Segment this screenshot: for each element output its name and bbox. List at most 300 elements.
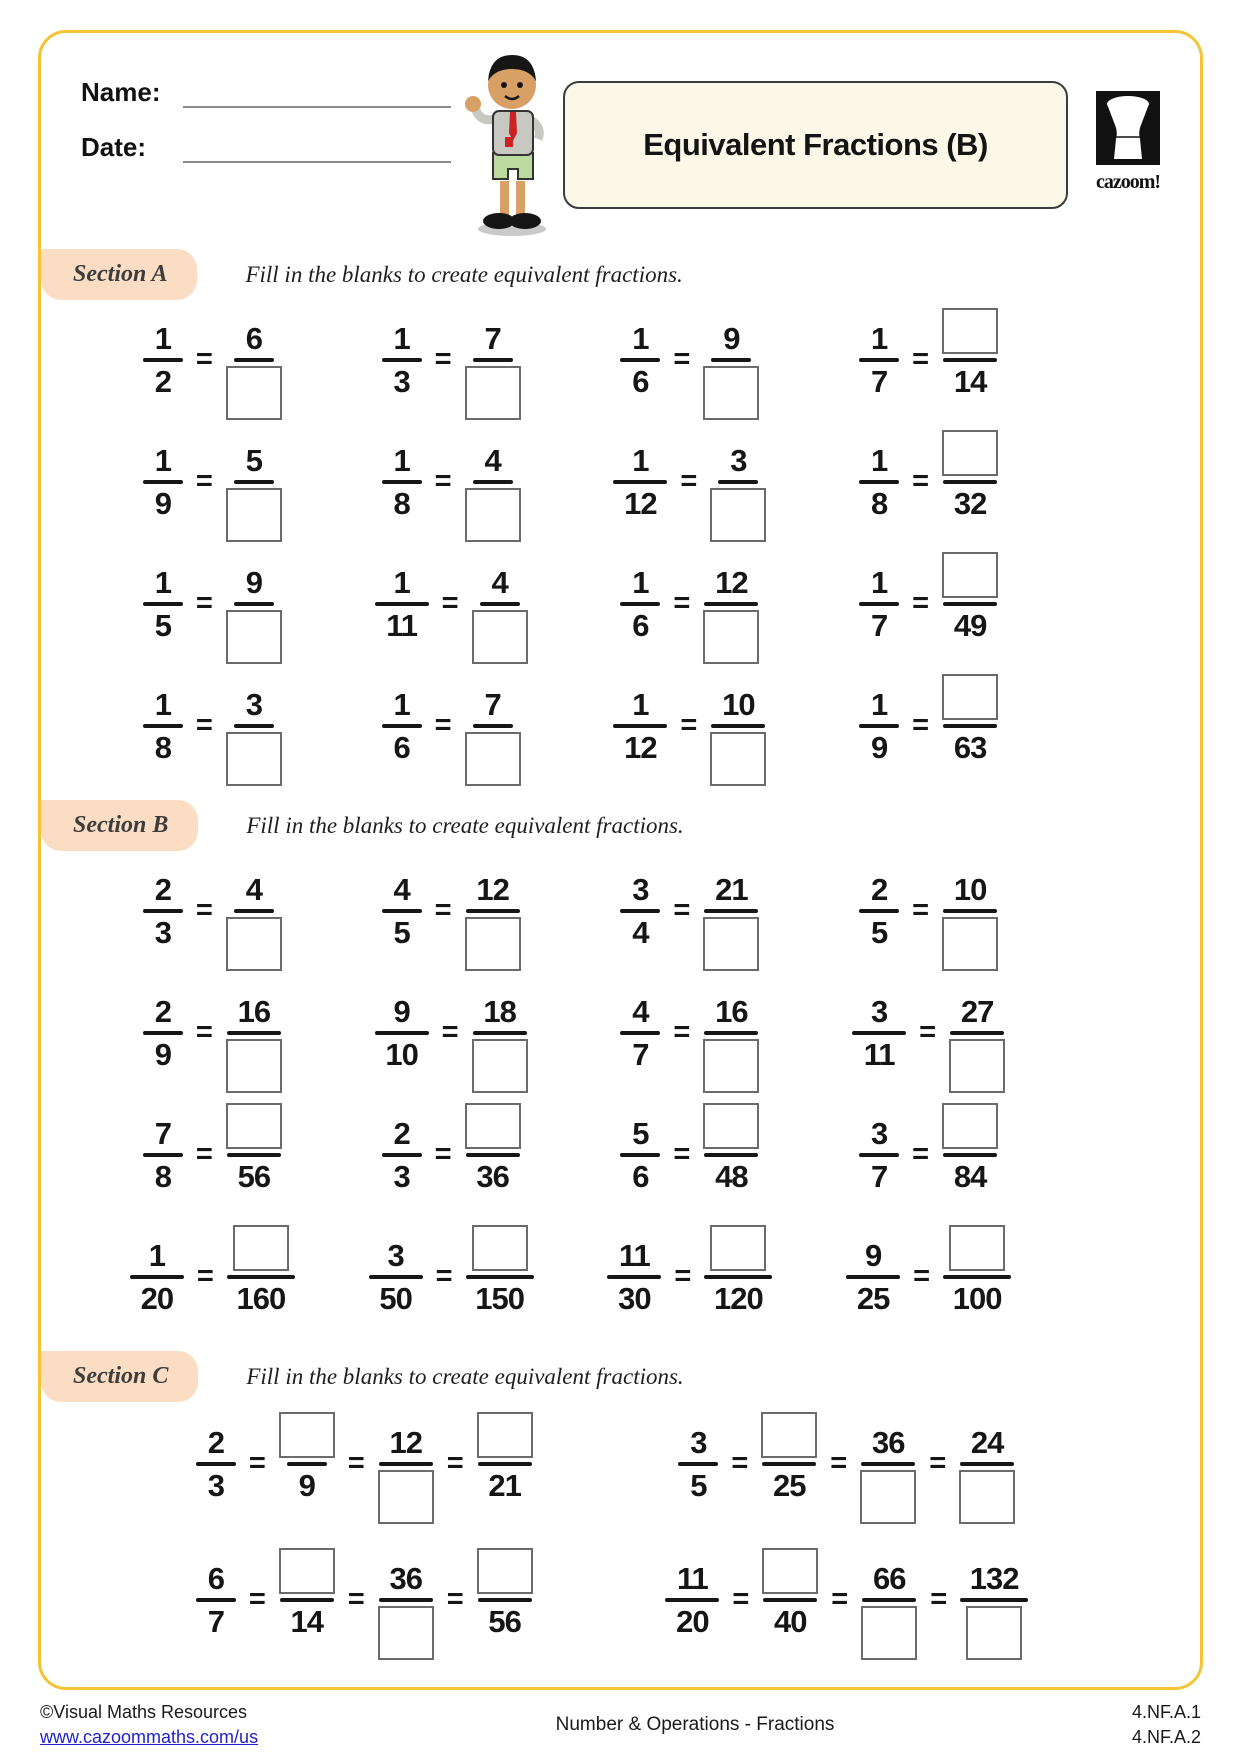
fraction	[143, 1105, 183, 1219]
fraction-problem	[809, 554, 1048, 668]
fraction-problem	[332, 432, 571, 546]
numerator: 12	[476, 872, 509, 907]
answer-box-denominator[interactable]	[465, 732, 521, 786]
equals-sign: =	[446, 1583, 464, 1615]
fraction	[943, 1227, 1011, 1341]
fraction	[678, 1414, 718, 1528]
fraction	[710, 432, 766, 546]
numerator: 9	[393, 994, 410, 1029]
numerator: 3	[632, 872, 649, 907]
equals-sign: =	[195, 343, 213, 375]
answer-box-numerator[interactable]	[942, 674, 998, 720]
answer-box-numerator[interactable]	[942, 1103, 998, 1149]
fraction	[279, 1550, 335, 1664]
fraction	[382, 432, 422, 546]
denominator: 56	[488, 1604, 521, 1639]
fraction	[859, 861, 899, 975]
denominator: 3	[154, 915, 172, 950]
equals-sign: =	[195, 587, 213, 619]
fraction-problem	[93, 432, 332, 546]
fraction-problem	[809, 676, 1048, 790]
numerator: 11	[676, 1561, 708, 1596]
denominator: 9	[298, 1468, 315, 1503]
fraction	[226, 861, 282, 975]
equals-sign: =	[912, 343, 930, 375]
fraction-problem	[123, 1414, 606, 1528]
fraction	[703, 861, 759, 975]
numerator: 27	[960, 994, 994, 1029]
denominator: 36	[476, 1159, 509, 1194]
date-input-line[interactable]	[183, 137, 451, 163]
equals-sign: =	[196, 1260, 214, 1292]
denominator: 9	[871, 730, 888, 765]
equals-sign: =	[347, 1583, 365, 1615]
fraction-problem	[332, 554, 571, 668]
footer-topic: Number & Operations - Fractions	[555, 1714, 835, 1736]
denominator: 6	[632, 608, 649, 643]
fraction-problem	[93, 1105, 332, 1219]
equals-sign: =	[248, 1583, 266, 1615]
section-section-b	[63, 800, 1178, 1341]
answer-box-numerator[interactable]	[710, 1225, 766, 1271]
section-instruction: Fill in the blanks to create equivalent fractions.	[245, 261, 683, 287]
fraction	[859, 676, 899, 790]
numerator: 2	[871, 872, 888, 907]
answer-box-denominator[interactable]	[710, 732, 766, 786]
numerator: 12	[389, 1425, 422, 1460]
numerator: 1	[632, 443, 649, 478]
fraction-problem	[809, 1227, 1048, 1341]
fraction	[226, 676, 282, 790]
fraction	[477, 1414, 533, 1528]
answer-box-denominator[interactable]	[226, 917, 282, 971]
fraction	[949, 983, 1005, 1097]
denominator: 7	[871, 608, 888, 643]
denominator: 49	[953, 608, 987, 643]
denominator: 6	[632, 1159, 649, 1194]
numerator: 66	[872, 1561, 906, 1596]
answer-box-denominator[interactable]	[465, 917, 521, 971]
fraction	[465, 676, 521, 790]
fraction	[942, 861, 998, 975]
denominator: 7	[632, 1037, 649, 1072]
equals-sign: =	[912, 894, 930, 926]
numerator: 5	[245, 443, 262, 478]
fraction	[375, 983, 429, 1097]
fraction	[620, 983, 660, 1097]
answer-box-denominator[interactable]	[472, 610, 528, 664]
fraction-problem	[332, 1105, 571, 1219]
denominator: 25	[773, 1468, 806, 1503]
numerator: 1	[154, 565, 172, 600]
footer-credits	[40, 1700, 258, 1750]
denominator: 3	[207, 1468, 224, 1503]
denominator: 9	[154, 486, 172, 521]
worksheet-title-box	[563, 81, 1068, 209]
answer-box-numerator[interactable]	[703, 1103, 759, 1149]
answer-box-numerator[interactable]	[942, 430, 998, 476]
numerator: 6	[207, 1561, 224, 1596]
fraction	[477, 1550, 533, 1664]
fraction-problem	[809, 310, 1048, 424]
equals-sign: =	[347, 1447, 365, 1479]
fraction	[196, 1550, 236, 1664]
fraction	[710, 676, 766, 790]
numerator: 10	[953, 872, 987, 907]
fraction	[613, 676, 667, 790]
numerator: 4	[484, 443, 501, 478]
numerator: 9	[723, 321, 740, 356]
standard-code-1: 4.NF.A.1	[1131, 1702, 1201, 1722]
answer-box-denominator[interactable]	[226, 366, 282, 420]
fraction	[465, 1105, 521, 1219]
answer-box-numerator[interactable]	[949, 1225, 1005, 1271]
answer-box-denominator[interactable]	[226, 732, 282, 786]
equals-sign: =	[732, 1583, 750, 1615]
equals-sign: =	[434, 1138, 452, 1170]
fraction	[130, 1227, 184, 1341]
numerator: 1	[393, 565, 410, 600]
answer-box-denominator[interactable]	[959, 1470, 1015, 1524]
answer-box-numerator[interactable]	[942, 308, 998, 354]
equals-sign: =	[731, 1447, 749, 1479]
denominator: 8	[871, 486, 888, 521]
fraction	[703, 1105, 759, 1219]
fraction	[226, 983, 282, 1097]
denominator: 12	[624, 486, 657, 521]
cazoom-url-link[interactable]: www.cazoommaths.com/us	[40, 1727, 259, 1748]
fraction	[143, 861, 183, 975]
numerator: 2	[207, 1425, 224, 1460]
denominator: 11	[386, 608, 418, 643]
footer	[40, 1700, 1201, 1750]
problems-grid	[63, 857, 1178, 1341]
equals-sign: =	[912, 709, 930, 741]
equals-sign: =	[929, 1447, 947, 1479]
denominator: 48	[715, 1159, 748, 1194]
name-input-line[interactable]	[183, 82, 451, 108]
equals-sign: =	[446, 1447, 464, 1479]
equals-sign: =	[434, 894, 452, 926]
fraction-problem	[571, 554, 810, 668]
equals-sign: =	[434, 343, 452, 375]
fraction	[942, 310, 998, 424]
answer-box-numerator[interactable]	[279, 1548, 335, 1594]
equals-sign: =	[434, 709, 452, 741]
equals-sign: =	[830, 1447, 848, 1479]
answer-box-denominator[interactable]	[472, 1039, 528, 1093]
denominator: 14	[953, 364, 987, 399]
fraction	[852, 983, 906, 1097]
numerator: 3	[387, 1238, 404, 1273]
denominator: 10	[385, 1037, 418, 1072]
fraction-problem	[93, 983, 332, 1097]
worksheet-header	[63, 51, 1178, 239]
section-label: Section B	[41, 800, 198, 851]
denominator: 32	[953, 486, 987, 521]
denominator: 100	[952, 1281, 1002, 1316]
denominator: 150	[475, 1281, 524, 1316]
fraction	[143, 554, 183, 668]
fraction	[226, 432, 282, 546]
fraction	[143, 432, 183, 546]
denominator: 6	[393, 730, 410, 765]
denominator: 7	[871, 1159, 888, 1194]
equals-sign: =	[248, 1447, 266, 1479]
answer-box-denominator[interactable]	[966, 1606, 1022, 1660]
answer-box-numerator[interactable]	[761, 1412, 817, 1458]
denominator: 25	[856, 1281, 890, 1316]
numerator: 36	[871, 1425, 905, 1460]
numerator: 10	[722, 687, 755, 722]
answer-box-denominator[interactable]	[703, 610, 759, 664]
date-label: Date:	[81, 132, 147, 162]
fraction-problem	[93, 310, 332, 424]
answer-box-denominator[interactable]	[226, 1039, 282, 1093]
fraction-problem	[571, 676, 810, 790]
numerator: 3	[245, 687, 262, 722]
answer-box-denominator[interactable]	[703, 366, 759, 420]
numerator: 2	[154, 994, 172, 1029]
worksheet-frame	[38, 30, 1203, 1690]
denominator: 56	[237, 1159, 271, 1194]
answer-box-denominator[interactable]	[942, 917, 998, 971]
answer-box-numerator[interactable]	[279, 1412, 335, 1458]
answer-box-denominator[interactable]	[703, 917, 759, 971]
fraction	[859, 432, 899, 546]
fraction	[382, 310, 422, 424]
answer-box-denominator[interactable]	[465, 366, 521, 420]
answer-box-denominator[interactable]	[378, 1470, 434, 1524]
equals-sign: =	[674, 1260, 692, 1292]
problems-grid	[63, 1408, 1178, 1664]
equals-sign: =	[435, 1260, 453, 1292]
equals-sign: =	[930, 1583, 948, 1615]
numerator: 6	[245, 321, 262, 356]
fraction-problem	[606, 1414, 1089, 1528]
denominator: 7	[207, 1604, 224, 1639]
numerator: 1	[632, 687, 649, 722]
numerator: 11	[619, 1238, 650, 1273]
fraction-problem	[332, 983, 571, 1097]
numerator: 9	[865, 1238, 882, 1273]
fraction-problem	[332, 1227, 571, 1341]
denominator: 40	[774, 1604, 807, 1639]
fraction	[369, 1227, 423, 1341]
equals-sign: =	[673, 1016, 691, 1048]
worksheet-title: Equivalent Fractions (B)	[643, 127, 988, 162]
answer-box-numerator[interactable]	[477, 1412, 533, 1458]
numerator: 5	[632, 1116, 649, 1151]
fraction-problem	[809, 432, 1048, 546]
fraction	[382, 676, 422, 790]
fraction-problem	[93, 554, 332, 668]
fraction-problem	[809, 861, 1048, 975]
numerator: 1	[154, 321, 172, 356]
fraction	[861, 1550, 917, 1664]
fraction	[226, 554, 282, 668]
equals-sign: =	[912, 1138, 930, 1170]
fraction-problem	[809, 983, 1048, 1097]
sections-container	[63, 249, 1178, 1664]
fraction	[607, 1227, 661, 1341]
fraction	[465, 861, 521, 975]
section-instruction: Fill in the blanks to create equivalent fractions.	[246, 1363, 684, 1389]
fraction	[846, 1227, 900, 1341]
numerator: 3	[871, 994, 888, 1029]
denominator: 50	[379, 1281, 412, 1316]
denominator: 5	[154, 608, 172, 643]
equals-sign: =	[680, 709, 698, 741]
answer-box-numerator[interactable]	[762, 1548, 818, 1594]
numerator: 4	[393, 872, 410, 907]
answer-box-denominator[interactable]	[703, 1039, 759, 1093]
equals-sign: =	[831, 1583, 849, 1615]
answer-box-denominator[interactable]	[226, 488, 282, 542]
fraction-problem	[571, 1227, 810, 1341]
equals-sign: =	[441, 587, 459, 619]
equals-sign: =	[673, 894, 691, 926]
denominator: 20	[676, 1604, 709, 1639]
fraction	[279, 1414, 335, 1528]
fraction	[226, 1105, 282, 1219]
fraction-problem	[93, 1227, 332, 1341]
answer-box-denominator[interactable]	[465, 488, 521, 542]
numerator: 1	[154, 687, 172, 722]
name-label: Name:	[81, 77, 161, 107]
answer-box-numerator[interactable]	[226, 1103, 282, 1149]
denominator: 8	[154, 1159, 172, 1194]
fraction	[762, 1550, 818, 1664]
fraction	[620, 310, 660, 424]
fraction	[665, 1550, 719, 1664]
numerator: 16	[715, 994, 748, 1029]
fraction	[620, 1105, 660, 1219]
problems-grid	[63, 306, 1178, 790]
fraction	[960, 1550, 1028, 1664]
answer-box-denominator[interactable]	[860, 1470, 916, 1524]
numerator: 1	[871, 565, 888, 600]
numerator: 4	[632, 994, 649, 1029]
denominator: 2	[154, 364, 172, 399]
denominator: 4	[632, 915, 649, 950]
fraction	[375, 554, 429, 668]
fraction	[143, 310, 183, 424]
denominator: 21	[488, 1468, 521, 1503]
answer-box-numerator[interactable]	[477, 1548, 533, 1594]
denominator: 9	[154, 1037, 172, 1072]
fraction-problem	[332, 861, 571, 975]
equals-sign: =	[195, 465, 213, 497]
numerator: 1	[393, 321, 410, 356]
numerator: 3	[871, 1116, 888, 1151]
student-boy-illustration	[455, 49, 565, 239]
equals-sign: =	[673, 587, 691, 619]
answer-box-numerator[interactable]	[233, 1225, 289, 1271]
answer-box-numerator[interactable]	[472, 1225, 528, 1271]
section-label: Section C	[41, 1351, 198, 1402]
denominator: 63	[953, 730, 987, 765]
fraction	[378, 1550, 434, 1664]
answer-box-numerator[interactable]	[465, 1103, 521, 1149]
denominator: 160	[236, 1281, 286, 1316]
numerator: 4	[245, 872, 262, 907]
fraction	[859, 1105, 899, 1219]
fraction	[942, 1105, 998, 1219]
fraction	[703, 983, 759, 1097]
fraction	[472, 983, 528, 1097]
equals-sign: =	[434, 465, 452, 497]
fraction-problem	[809, 1105, 1048, 1219]
fraction	[227, 1227, 295, 1341]
denominator: 5	[871, 915, 888, 950]
drum-icon	[1096, 91, 1160, 165]
fraction	[942, 554, 998, 668]
fraction-problem	[571, 432, 810, 546]
section-instruction: Fill in the blanks to create equivalent fractions.	[246, 812, 684, 838]
numerator: 7	[154, 1116, 172, 1151]
answer-box-denominator[interactable]	[710, 488, 766, 542]
equals-sign: =	[195, 894, 213, 926]
fraction	[761, 1414, 817, 1528]
numerator: 1	[632, 321, 649, 356]
fraction	[382, 1105, 422, 1219]
answer-box-denominator[interactable]	[226, 610, 282, 664]
equals-sign: =	[919, 1016, 937, 1048]
numerator: 1	[154, 443, 172, 478]
fraction	[613, 432, 667, 546]
numerator: 7	[484, 687, 501, 722]
fraction	[703, 554, 759, 668]
numerator: 1	[393, 687, 410, 722]
fraction	[226, 310, 282, 424]
denominator: 120	[713, 1281, 763, 1316]
date-field	[81, 132, 471, 163]
standard-code-2: 4.NF.A.2	[1131, 1727, 1201, 1748]
equals-sign: =	[195, 709, 213, 741]
denominator: 6	[632, 364, 649, 399]
copyright-text: ©Visual Maths Resources	[40, 1702, 248, 1722]
footer-standards	[1132, 1700, 1201, 1750]
fraction-problem	[571, 983, 810, 1097]
fraction	[860, 1414, 916, 1528]
answer-box-denominator[interactable]	[949, 1039, 1005, 1093]
equals-sign: =	[441, 1016, 459, 1048]
numerator: 18	[483, 994, 516, 1029]
fraction	[466, 1227, 534, 1341]
numerator: 21	[715, 872, 748, 907]
numerator: 132	[969, 1561, 1019, 1596]
equals-sign: =	[195, 1016, 213, 1048]
equals-sign: =	[680, 465, 698, 497]
numerator: 1	[871, 321, 888, 356]
denominator: 3	[393, 1159, 410, 1194]
denominator: 5	[393, 915, 410, 950]
fraction	[465, 432, 521, 546]
answer-box-denominator[interactable]	[861, 1606, 917, 1660]
numerator: 2	[393, 1116, 410, 1151]
fraction	[704, 1227, 772, 1341]
fraction-problem	[332, 676, 571, 790]
equals-sign: =	[912, 465, 930, 497]
answer-box-numerator[interactable]	[942, 552, 998, 598]
equals-sign: =	[195, 1138, 213, 1170]
equals-sign: =	[912, 587, 930, 619]
fraction	[196, 1414, 236, 1528]
numerator: 1	[871, 443, 888, 478]
denominator: 14	[290, 1604, 324, 1639]
answer-box-denominator[interactable]	[378, 1606, 434, 1660]
